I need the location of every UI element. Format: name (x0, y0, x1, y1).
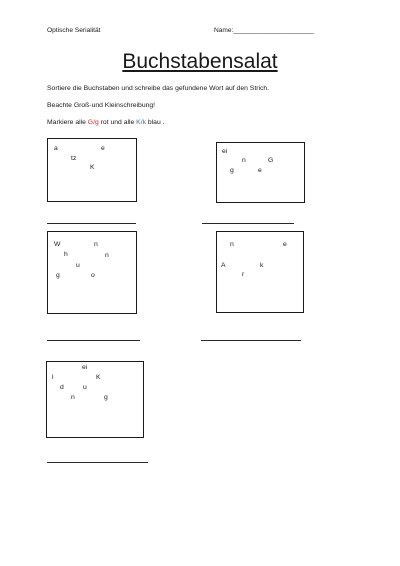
letter: ei (82, 364, 88, 371)
page-title: Buchstabensalat (122, 50, 278, 73)
instruction-case: Beachte Groß-und Kleinschreibung! (47, 102, 156, 109)
letter-box-5 (46, 361, 144, 438)
answer-line-2[interactable] (202, 223, 294, 224)
letter: u (76, 262, 80, 269)
letter: n (242, 157, 246, 164)
letter-box-4 (216, 231, 304, 313)
instruction-mark-blue: K/k (136, 119, 146, 126)
letter: ei (222, 148, 228, 155)
instruction-sort: Sortiere die Buchstaben und schreibe das gefundene Wort auf den Strich. (47, 85, 270, 92)
letter: k (260, 262, 264, 269)
letter: K (90, 164, 95, 171)
letter-box-1 (47, 138, 137, 202)
instruction-mark-prefix: Markiere alle (47, 119, 88, 126)
answer-line-3[interactable] (47, 340, 140, 341)
letter: n (105, 252, 109, 259)
letter: K (96, 374, 101, 381)
instruction-mark (47, 119, 165, 126)
answer-line-1[interactable] (47, 223, 136, 224)
letter: e (101, 145, 105, 152)
instruction-mark-mid: rot und alle (98, 119, 137, 126)
letter: A (221, 262, 226, 269)
instruction-mark-red: G/g (87, 119, 99, 126)
letter: n (230, 241, 234, 248)
instruction-mark-suffix: blau . (146, 119, 165, 126)
letter: g (56, 272, 60, 279)
letter: a (54, 145, 58, 152)
answer-line-5[interactable] (47, 462, 148, 463)
letter: l (52, 374, 54, 381)
name-field[interactable]: Name:______________________ (214, 27, 315, 34)
letter: n (71, 394, 75, 401)
answer-line-4[interactable] (201, 340, 301, 341)
letter-box-2 (216, 142, 305, 203)
letter: u (83, 384, 87, 391)
letter: g (104, 394, 108, 401)
letter: n (94, 241, 98, 248)
letter: d (60, 384, 64, 391)
letter: o (91, 272, 95, 279)
letter: e (258, 167, 262, 174)
worksheet-topic: Optische Serialität (47, 27, 101, 34)
letter: g (230, 167, 234, 174)
letter: r (242, 271, 245, 278)
letter: W (54, 241, 61, 248)
letter: h (64, 251, 68, 258)
letter: G (268, 157, 274, 164)
letter: tz (71, 155, 77, 162)
letter-box-3 (47, 231, 137, 314)
letter: e (283, 241, 287, 248)
